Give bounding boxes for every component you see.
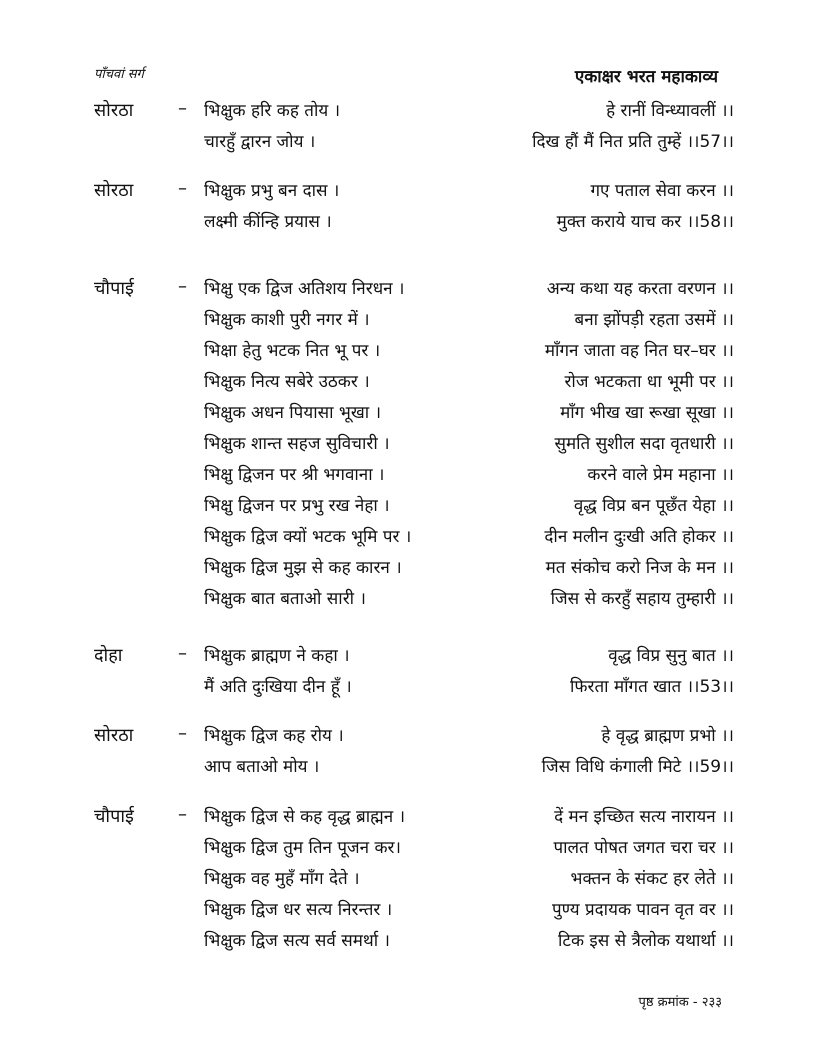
verse-line bbox=[204, 431, 734, 454]
verse-line bbox=[204, 804, 734, 827]
verse-row bbox=[94, 276, 734, 307]
verse-line bbox=[204, 754, 734, 777]
verse-half-second: बना झोंपड़ी रहता उसमें ।। bbox=[574, 310, 734, 330]
verse-line bbox=[204, 674, 734, 697]
meter-label: सोरठा bbox=[94, 100, 134, 121]
verse-half-second: टिक इस से त्रैलोक यथार्था ।। bbox=[557, 931, 734, 951]
verse-half-first: भिक्षुक अधन पियासा भूखा । bbox=[204, 403, 382, 423]
verse-half-second: हे रानीं विन्ध्यावलीं ।। bbox=[606, 101, 734, 121]
verse-row bbox=[94, 524, 734, 555]
verse-half-second: दें मन इच्छित सत्य नारायन ।। bbox=[554, 807, 734, 827]
verse-half-second: करने वाले प्रेम महाना ।। bbox=[587, 465, 734, 485]
meter-dash: – bbox=[178, 643, 187, 664]
verse-half-first: भिक्षुक नित्य सबेरे उठकर । bbox=[204, 372, 370, 392]
verse-half-first: भिक्षुक द्विज क्यों भटक भूमि पर । bbox=[204, 527, 412, 547]
verse-half-second: दीन मलीन दुःखी अति होकर ।। bbox=[544, 527, 734, 547]
meter-label: सोरठा bbox=[94, 725, 134, 746]
verse-line bbox=[204, 400, 734, 423]
meter-label: दोहा bbox=[94, 645, 123, 666]
verse-line bbox=[204, 178, 734, 201]
verse-half-second: भक्तन के संकट हर लेते ।। bbox=[570, 869, 734, 889]
verse-half-second: हे वृद्ध ब्राह्मण प्रभो ।। bbox=[601, 726, 734, 746]
verse-half-first: भिक्षुक वह मुहँ माँग देते । bbox=[204, 869, 360, 889]
verse-half-first: भिक्षु एक द्विज अतिशय निरधन । bbox=[204, 279, 405, 299]
book-title: एकाक्षर भरत महाकाव्य bbox=[574, 67, 718, 87]
verse-half-second: वृद्ध विप्र सुनु बात ।। bbox=[608, 646, 734, 666]
verse-row bbox=[94, 493, 734, 524]
verse-row bbox=[94, 866, 734, 897]
verse-row bbox=[94, 723, 734, 754]
verse-line bbox=[204, 586, 734, 609]
verse-half-second: जिस से करहुँ सहाय तुम्हारी ।। bbox=[550, 589, 734, 609]
verse-half-first: भिक्षुक द्विज मुझ से कह कारन । bbox=[204, 558, 402, 578]
verse-line bbox=[204, 723, 734, 746]
verse-section-doha-53 bbox=[94, 643, 734, 705]
meter-dash: – bbox=[178, 276, 187, 297]
verse-half-first: चारहुँ द्वारन जोय । bbox=[204, 132, 316, 152]
verse-line bbox=[204, 866, 734, 889]
verse-line bbox=[204, 555, 734, 578]
verse-row bbox=[94, 209, 734, 240]
verse-line bbox=[204, 928, 734, 951]
verse-line bbox=[204, 276, 734, 299]
verse-half-second: फिरता माँगत खात ।।53।। bbox=[570, 677, 734, 697]
verse-half-first: भिक्षुक बात बताओ सारी । bbox=[204, 589, 366, 609]
verse-section-chaupai-2 bbox=[94, 804, 734, 959]
verse-half-second: दिख हौं मैं नित प्रति तुम्हें ।।57।। bbox=[532, 132, 734, 152]
verse-row bbox=[94, 369, 734, 400]
verse-row bbox=[94, 178, 734, 209]
verse-half-second: अन्य कथा यह करता वरणन ।। bbox=[546, 279, 734, 299]
verse-row bbox=[94, 674, 734, 705]
verse-half-first: भिक्षुक द्विज सत्य सर्व समर्था । bbox=[204, 931, 391, 951]
verse-half-second: पालत पोषत जगत चरा चर ।। bbox=[553, 838, 734, 858]
verse-half-second: रोज भटकता धा भूमी पर ।। bbox=[564, 372, 734, 392]
meter-label: चौपाई bbox=[94, 806, 134, 827]
verse-row bbox=[94, 98, 734, 129]
verse-row bbox=[94, 129, 734, 160]
verse-line bbox=[204, 307, 734, 330]
verse-half-first: भिक्षु द्विजन पर श्री भगवाना । bbox=[204, 465, 385, 485]
verse-line bbox=[204, 462, 734, 485]
verse-half-second: माँगन जाता वह नित घर–घर ।। bbox=[544, 341, 734, 361]
meter-label: सोरठा bbox=[94, 180, 134, 201]
verse-half-first: भिक्षुक द्विज से कह वृद्ध ब्राह्मन । bbox=[204, 807, 406, 827]
verse-half-first: भिक्षुक द्विज धर सत्य निरन्तर । bbox=[204, 900, 393, 920]
verse-half-second: मत संकोच करो निज के मन ।। bbox=[545, 558, 734, 578]
verse-half-first: भिक्षु द्विजन पर प्रभु रख नेहा । bbox=[204, 496, 390, 516]
verse-line bbox=[204, 98, 734, 121]
verse-line bbox=[204, 129, 734, 152]
verse-row bbox=[94, 462, 734, 493]
verse-row bbox=[94, 586, 734, 617]
verse-half-first: भिक्षुक द्विज कह रोय । bbox=[204, 726, 344, 746]
verse-row bbox=[94, 643, 734, 674]
verse-half-first: मैं अति दुःखिया दीन हूँ । bbox=[204, 677, 352, 697]
verse-line bbox=[204, 835, 734, 858]
verse-half-first: भिक्षुक शान्त सहज सुविचारी । bbox=[204, 434, 390, 454]
verse-line bbox=[204, 338, 734, 361]
verse-line bbox=[204, 897, 734, 920]
verse-half-first: भिक्षुक द्विज तुम तिन पूजन कर। bbox=[204, 838, 401, 858]
verse-half-second: माँग भीख खा रूखा सूखा ।। bbox=[560, 403, 734, 423]
verse-half-second: मुक्त कराये याच कर ।।58।। bbox=[556, 212, 734, 232]
meter-dash: – bbox=[178, 98, 187, 119]
verse-line bbox=[204, 643, 734, 666]
page-number: पृष्ठ क्रमांक - २३३ bbox=[638, 995, 722, 1010]
verse-section-chaupai-1 bbox=[94, 276, 734, 617]
meter-label: चौपाई bbox=[94, 278, 134, 299]
verse-row bbox=[94, 754, 734, 785]
verse-line bbox=[204, 209, 734, 232]
verse-row bbox=[94, 897, 734, 928]
meter-dash: – bbox=[178, 178, 187, 199]
verse-row bbox=[94, 555, 734, 586]
verse-half-first: भिक्षुक हरि कह तोय । bbox=[204, 101, 341, 121]
verse-section-soratha-58 bbox=[94, 178, 734, 240]
verse-section-soratha-57 bbox=[94, 98, 734, 160]
verse-line bbox=[204, 369, 734, 392]
verse-half-first: लक्ष्मी कींन्हि प्रयास । bbox=[204, 212, 332, 232]
verse-half-first: भिक्षुक ब्राह्मण ने कहा । bbox=[204, 646, 350, 666]
verse-half-first: आप बताओ मोय । bbox=[204, 757, 320, 777]
verse-row bbox=[94, 431, 734, 462]
verse-row bbox=[94, 835, 734, 866]
verse-section-soratha-59 bbox=[94, 723, 734, 785]
verse-line bbox=[204, 524, 734, 547]
verse-half-first: भिक्षुक काशी पुरी नगर में । bbox=[204, 310, 370, 330]
verse-half-second: सुमति सुशील सदा वृतधारी ।। bbox=[554, 434, 734, 454]
verse-half-second: वृद्ध विप्र बन पूछँत येहा ।। bbox=[573, 496, 734, 516]
verse-half-first: भिक्षा हेतु भटक नित भू पर । bbox=[204, 341, 381, 361]
meter-dash: – bbox=[178, 804, 187, 825]
verse-row bbox=[94, 928, 734, 959]
verse-row bbox=[94, 338, 734, 369]
verse-row bbox=[94, 307, 734, 338]
verse-line bbox=[204, 493, 734, 516]
verse-half-second: पुण्य प्रदायक पावन वृत वर ।। bbox=[551, 900, 734, 920]
chapter-title: पाँचवां सर्ग bbox=[94, 67, 144, 82]
meter-dash: – bbox=[178, 723, 187, 744]
verse-row bbox=[94, 400, 734, 431]
verse-half-second: गए पताल सेवा करन ।। bbox=[590, 181, 734, 201]
verse-half-first: भिक्षुक प्रभु बन दास । bbox=[204, 181, 340, 201]
verse-row bbox=[94, 804, 734, 835]
verse-half-second: जिस विधि कंगाली मिटे ।।59।। bbox=[541, 757, 734, 777]
